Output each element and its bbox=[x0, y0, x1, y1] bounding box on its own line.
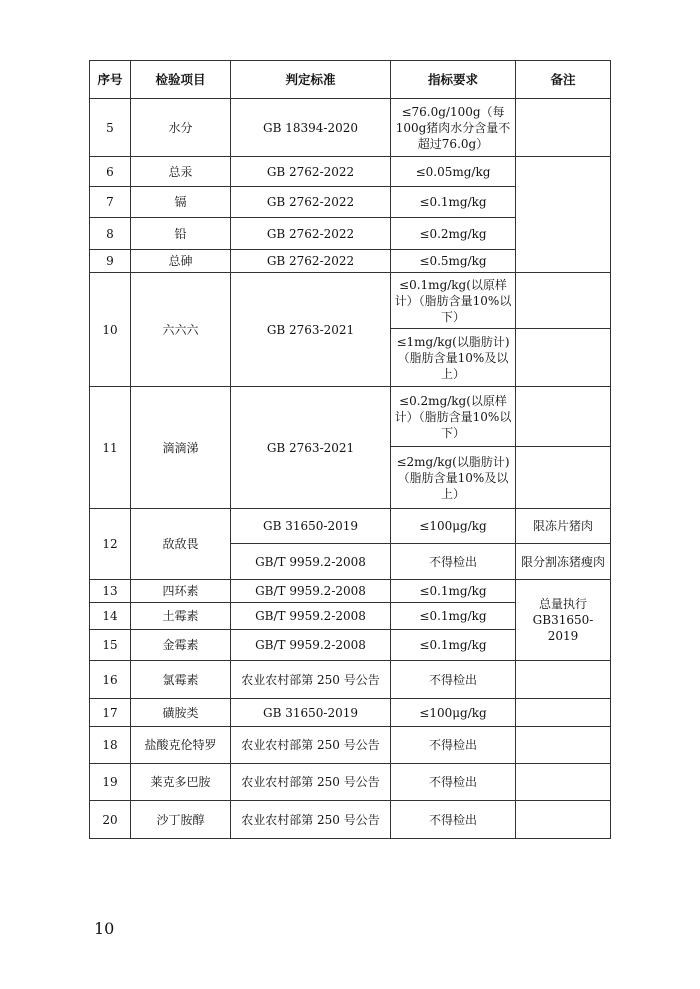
cell-standard: GB 31650-2019 bbox=[231, 509, 391, 544]
header-row bbox=[90, 61, 611, 99]
cell-note: 限分割冻猪瘦肉 bbox=[516, 544, 611, 580]
cell-standard: GB 2762-2022 bbox=[231, 250, 391, 273]
cell-seq: 16 bbox=[90, 661, 131, 699]
cell-standard: GB/T 9959.2-2008 bbox=[231, 630, 391, 661]
table-row bbox=[90, 157, 611, 187]
cell-requirement: ≤0.1mg/kg(以原样计）（脂肪含量10%以下） bbox=[391, 273, 516, 329]
cell-seq: 6 bbox=[90, 157, 131, 187]
table-row bbox=[90, 801, 611, 839]
cell-note-empty bbox=[516, 157, 611, 273]
cell-standard: 农业农村部第 250 号公告 bbox=[231, 764, 391, 801]
page-number: 10 bbox=[94, 919, 115, 938]
table-row bbox=[90, 764, 611, 801]
cell-standard: GB 2762-2022 bbox=[231, 157, 391, 187]
header-item: 检验项目 bbox=[131, 61, 231, 99]
header-note: 备注 bbox=[516, 61, 611, 99]
cell-requirement: ≤100μg/kg bbox=[391, 699, 516, 727]
cell-requirement: 不得检出 bbox=[391, 661, 516, 699]
table-row bbox=[90, 699, 611, 727]
cell-requirement: ≤0.2mg/kg bbox=[391, 218, 516, 250]
cell-note-empty bbox=[516, 329, 611, 387]
cell-requirement: ≤76.0g/100g（每100g猪肉水分含量不超过76.0g） bbox=[391, 99, 516, 157]
header-standard: 判定标准 bbox=[231, 61, 391, 99]
cell-standard: GB 2762-2022 bbox=[231, 218, 391, 250]
cell-item: 镉 bbox=[131, 187, 231, 218]
cell-item: 总汞 bbox=[131, 157, 231, 187]
cell-item: 水分 bbox=[131, 99, 231, 157]
cell-item: 盐酸克伦特罗 bbox=[131, 727, 231, 764]
cell-seq: 14 bbox=[90, 603, 131, 630]
table-row bbox=[90, 387, 611, 447]
cell-standard: GB/T 9959.2-2008 bbox=[231, 603, 391, 630]
cell-requirement: ≤0.1mg/kg bbox=[391, 603, 516, 630]
cell-note-empty bbox=[516, 661, 611, 699]
cell-item: 磺胺类 bbox=[131, 699, 231, 727]
cell-requirement: ≤0.05mg/kg bbox=[391, 157, 516, 187]
cell-note-empty bbox=[516, 727, 611, 764]
cell-standard: GB/T 9959.2-2008 bbox=[231, 580, 391, 603]
cell-seq: 8 bbox=[90, 218, 131, 250]
cell-item: 莱克多巴胺 bbox=[131, 764, 231, 801]
cell-item: 氯霉素 bbox=[131, 661, 231, 699]
cell-note-empty bbox=[516, 801, 611, 839]
table-row bbox=[90, 273, 611, 329]
cell-requirement: ≤0.5mg/kg bbox=[391, 250, 516, 273]
cell-standard: GB 2762-2022 bbox=[231, 187, 391, 218]
cell-standard: GB 2763-2021 bbox=[231, 387, 391, 509]
cell-seq: 19 bbox=[90, 764, 131, 801]
cell-requirement: 不得检出 bbox=[391, 544, 516, 580]
cell-item: 铅 bbox=[131, 218, 231, 250]
table-row bbox=[90, 99, 611, 157]
cell-requirement: 不得检出 bbox=[391, 801, 516, 839]
cell-seq: 7 bbox=[90, 187, 131, 218]
table-row bbox=[90, 727, 611, 764]
cell-standard: GB 2763-2021 bbox=[231, 273, 391, 387]
cell-standard: GB/T 9959.2-2008 bbox=[231, 544, 391, 580]
cell-seq: 18 bbox=[90, 727, 131, 764]
cell-seq: 12 bbox=[90, 509, 131, 580]
cell-standard: 农业农村部第 250 号公告 bbox=[231, 801, 391, 839]
cell-requirement: ≤0.1mg/kg bbox=[391, 630, 516, 661]
cell-note-empty bbox=[516, 447, 611, 509]
cell-seq: 10 bbox=[90, 273, 131, 387]
cell-standard: 农业农村部第 250 号公告 bbox=[231, 727, 391, 764]
cell-standard: 农业农村部第 250 号公告 bbox=[231, 661, 391, 699]
cell-seq: 5 bbox=[90, 99, 131, 157]
table-row bbox=[90, 580, 611, 603]
cell-note-empty bbox=[516, 273, 611, 329]
cell-seq: 13 bbox=[90, 580, 131, 603]
cell-requirement: ≤2mg/kg(以脂肪计)（脂肪含量10%及以上） bbox=[391, 447, 516, 509]
header-seq: 序号 bbox=[90, 61, 131, 99]
cell-item: 金霉素 bbox=[131, 630, 231, 661]
cell-item: 六六六 bbox=[131, 273, 231, 387]
cell-seq: 20 bbox=[90, 801, 131, 839]
cell-requirement: ≤0.1mg/kg bbox=[391, 580, 516, 603]
cell-requirement: ≤0.1mg/kg bbox=[391, 187, 516, 218]
cell-note-empty bbox=[516, 387, 611, 447]
cell-seq: 11 bbox=[90, 387, 131, 509]
cell-seq: 17 bbox=[90, 699, 131, 727]
cell-requirement: ≤0.2mg/kg(以原样计）（脂肪含量10%以下） bbox=[391, 387, 516, 447]
cell-item: 滴滴涕 bbox=[131, 387, 231, 509]
table-row bbox=[90, 509, 611, 544]
cell-seq: 9 bbox=[90, 250, 131, 273]
cell-note: 限冻片猪肉 bbox=[516, 509, 611, 544]
cell-requirement: 不得检出 bbox=[391, 727, 516, 764]
cell-requirement: ≤100μg/kg bbox=[391, 509, 516, 544]
table-row bbox=[90, 661, 611, 699]
cell-note bbox=[516, 99, 611, 157]
cell-requirement: 不得检出 bbox=[391, 764, 516, 801]
cell-item: 总砷 bbox=[131, 250, 231, 273]
cell-item: 沙丁胺醇 bbox=[131, 801, 231, 839]
cell-note-empty bbox=[516, 699, 611, 727]
header-requirement: 指标要求 bbox=[391, 61, 516, 99]
cell-note: 总量执行GB31650-2019 bbox=[516, 580, 611, 661]
cell-seq: 15 bbox=[90, 630, 131, 661]
cell-item: 四环素 bbox=[131, 580, 231, 603]
cell-item: 敌敌畏 bbox=[131, 509, 231, 580]
cell-standard: GB 31650-2019 bbox=[231, 699, 391, 727]
cell-requirement: ≤1mg/kg(以脂肪计)（脂肪含量10%及以上） bbox=[391, 329, 516, 387]
cell-note-empty bbox=[516, 764, 611, 801]
cell-standard: GB 18394-2020 bbox=[231, 99, 391, 157]
inspection-table bbox=[89, 60, 611, 839]
cell-item: 土霉素 bbox=[131, 603, 231, 630]
